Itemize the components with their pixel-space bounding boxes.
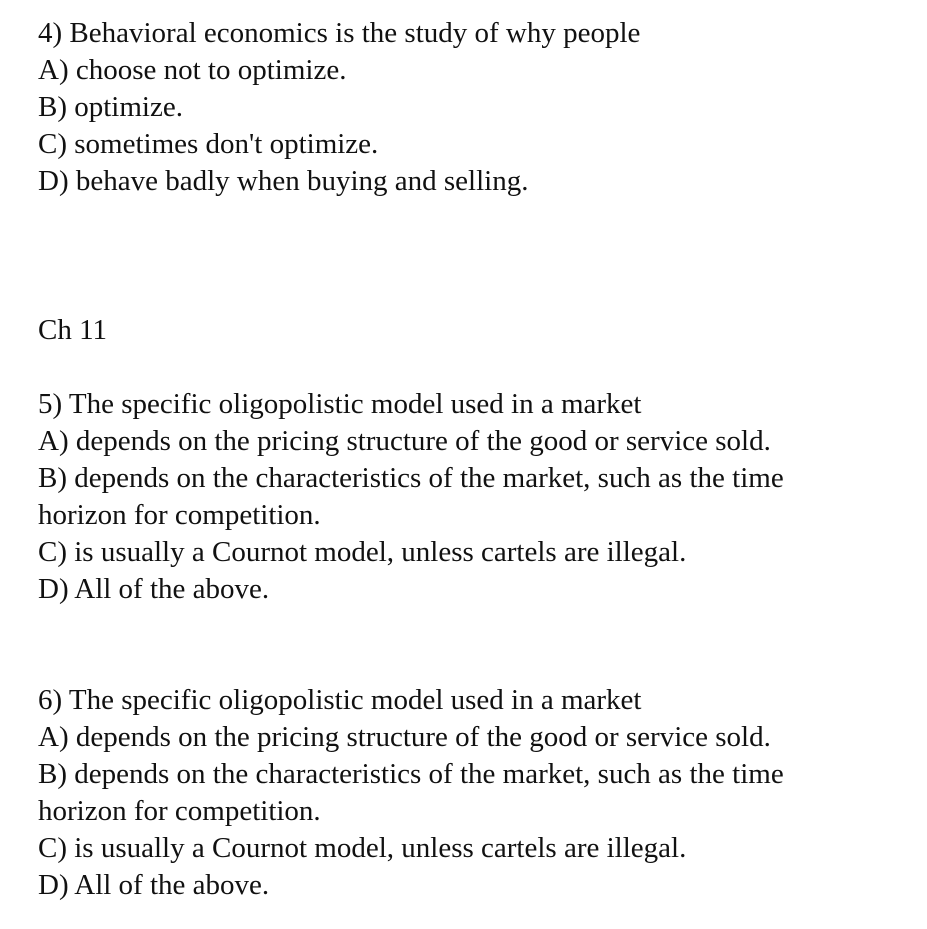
option-d: D) All of the above. bbox=[38, 573, 270, 605]
question-stem: 5) The specific oligopolistic model used in a market bbox=[38, 388, 642, 420]
option-b-continuation: horizon for competition. bbox=[38, 795, 321, 827]
option-b: B) depends on the characteristics of the market, such as the time bbox=[38, 758, 784, 790]
option-c: C) sometimes don't optimize. bbox=[38, 128, 379, 160]
chapter-heading bbox=[38, 312, 907, 349]
question-stem: 6) The specific oligopolistic model used in a market bbox=[38, 684, 642, 716]
question-6 bbox=[38, 682, 907, 904]
question-4 bbox=[38, 15, 907, 200]
option-c: C) is usually a Cournot model, unless cartels are illegal. bbox=[38, 536, 687, 568]
option-d: D) behave badly when buying and selling. bbox=[38, 165, 529, 197]
option-a: A) choose not to optimize. bbox=[38, 54, 347, 86]
question-5 bbox=[38, 386, 907, 608]
option-c: C) is usually a Cournot model, unless cartels are illegal. bbox=[38, 832, 687, 864]
option-a: A) depends on the pricing structure of the good or service sold. bbox=[38, 425, 771, 457]
option-d: D) All of the above. bbox=[38, 869, 270, 901]
option-a: A) depends on the pricing structure of the good or service sold. bbox=[38, 721, 771, 753]
option-b: B) optimize. bbox=[38, 91, 183, 123]
option-b: B) depends on the characteristics of the market, such as the time bbox=[38, 462, 784, 494]
question-stem: 4) Behavioral economics is the study of why people bbox=[38, 17, 641, 49]
option-b-continuation: horizon for competition. bbox=[38, 499, 321, 531]
chapter-heading-text: Ch 11 bbox=[38, 314, 108, 346]
